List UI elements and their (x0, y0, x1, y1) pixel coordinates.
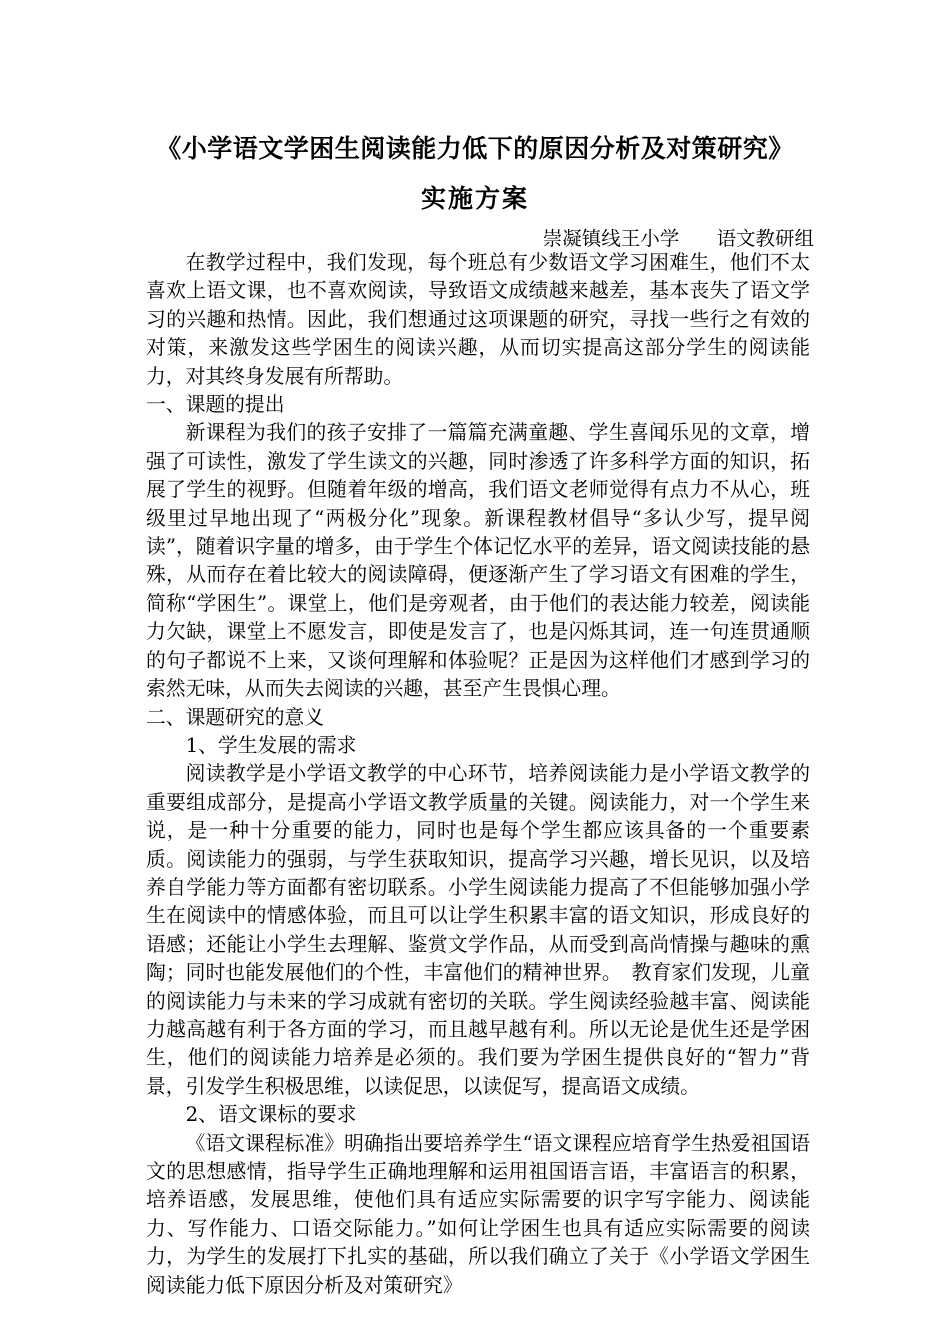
subsection-heading-2: 2、语文课标的要求 (185, 1103, 357, 1127)
subsection-1-paragraph: 阅读教学是小学语文教学的中心环节，培养阅读能力是小学语文教学的重要组成部分，是提高小学语文教学质量的关键。阅读能力，对一个学生来说，是一种十分重要的能力，同时也是每个学生都应该具备的一个重要素质。阅读能力的强弱，与学生获取知识，提高学习兴趣，增长见识，以及培养自学能力等方面都有密切联系。小学生阅读能力提高了不但能够加强小学生在阅读中的情感体验，而且可以让学生积累丰富的语文知识，形成良好的语感；还能让小学生去理解、鉴赏文学作品，从而受到高尚情操与趣味的熏陶；同时也能发展他们的个性，丰富他们的精神世界。 教育家们发现，儿童的阅读能力与未来的学习成就有密切的关联。学生阅读经验越丰富、阅读能力越高越有利于各方面的学习，而且越早越有利。所以无论是优生还是学困生，他们的阅读能力培养是必须的。我们要为学困生提供良好的“智力”背景，引发学生积极思维，以读促思，以读促写，提高语文成绩。 (146, 762, 810, 1098)
section-1-paragraph: 新课程为我们的孩子安排了一篇篇充满童趣、学生喜闻乐见的文章，增强了可读性，激发了学生读文的兴趣，同时渗透了许多科学方面的知识，拓展了学生的视野。但随着年级的增高，我们语文老师觉得有点力不从心，班级里过早地出现了“两极分化”现象。新课程教材倡导“多认少写，提早阅读”，随着识字量的增多，由于学生个体记忆水平的差异，语文阅读技能的悬殊，从而存在着比较大的阅读障碍，便逐渐产生了学习语文有困难的学生，简称“学困生”。课堂上，他们是旁观者，由于他们的表达能力较差，阅读能力欠缺，课堂上不愿发言，即使是发言了，也是闪烁其词，连一句连贯通顺的句子都说不上来，又谈何理解和体验呢？正是因为这样他们才感到学习的索然无味，从而失去阅读的兴趣，甚至产生畏惧心理。 (146, 421, 810, 701)
section-heading-1: 一、课题的提出 (146, 393, 285, 417)
document-body (146, 249, 810, 1300)
document-title: 《小学语文学困生阅读能力低下的原因分析及对策研究》 (156, 134, 794, 163)
section-heading-2: 二、课题研究的意义 (146, 705, 325, 729)
document-byline: 崇凝镇线王小学 语文教研组 (542, 227, 814, 250)
document-subtitle: 实施方案 (420, 184, 529, 213)
intro-paragraph: 在教学过程中，我们发现，每个班总有少数语文学习困难生，他们不太喜欢上语文课，也不喜欢阅读，导致语文成绩越来越差，基本丧失了语文学习的兴趣和热情。因此，我们想通过这项课题的研究，寻找一些行之有效的对策，来激发这些学困生的阅读兴趣，从而切实提高这部分学生的阅读能力，对其终身发展有所帮助。 (146, 251, 810, 388)
subsection-heading-1: 1、学生发展的需求 (185, 733, 357, 757)
subsection-2-paragraph: 《语文课程标准》明确指出要培养学生“语文课程应培育学生热爱祖国语文的思想感情，指导学生正确地理解和运用祖国语言语，丰富语言的积累，培养语感，发展思维，使他们具有适应实际需要的识字写字能力、阅读能力、写作能力、口语交际能力。”如何让学困生也具有适应实际需要的阅读力，为学生的发展打下扎实的基础，所以我们确立了关于《小学语文学困生阅读能力低下原因分析及对策研究》 (146, 1131, 810, 1297)
